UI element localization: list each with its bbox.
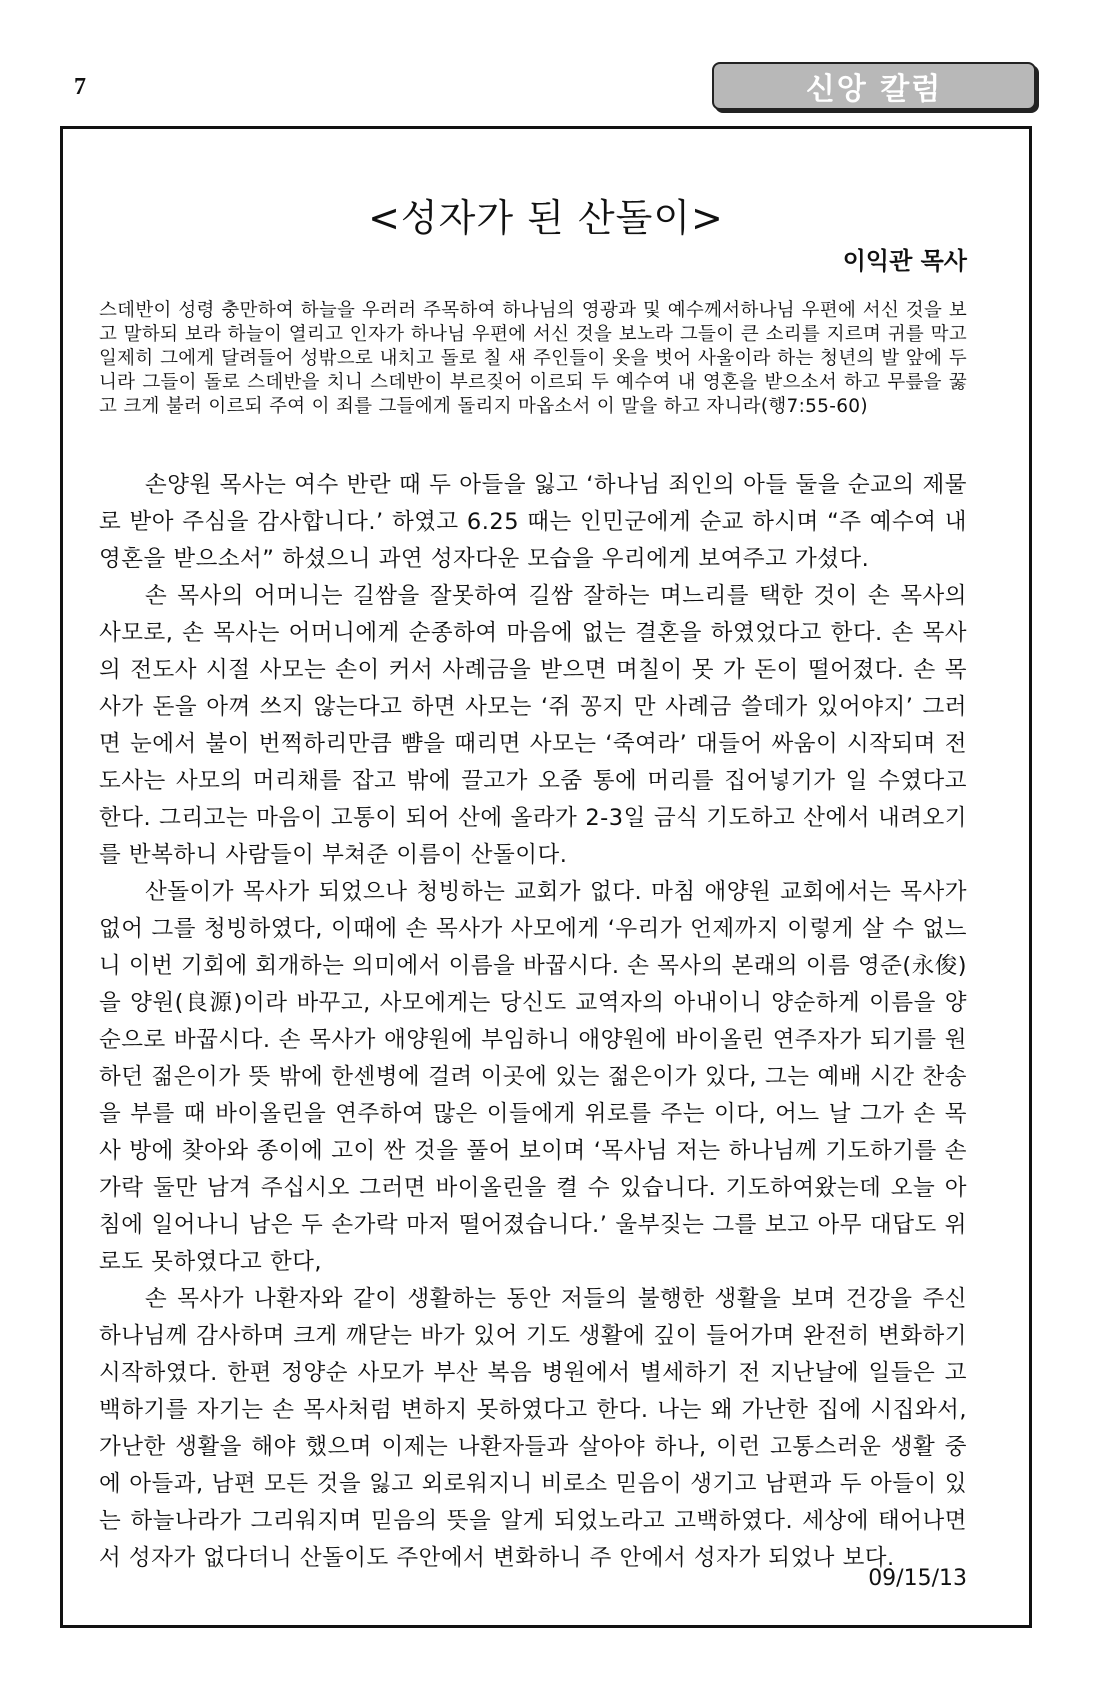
paragraph: 산돌이가 목사가 되었으나 청빙하는 교회가 없다. 마침 애양원 교회에서는 목사가 없어 그를 청빙하였다, 이때에 손 목사가 사모에게 ‘우리가 언제까지 이렇게 살 수 없느니 이번 기회에 회개하는 의미에서 이름을 바꿉시다. 손 목사의 본래의 이름 영준(永俊)을 양원(良源)이라 바꾸고, 사모에게는 당신도 교역자의 아내이니 양순하게 이름을 양순으로 바꿉시다. 손 목사가 애양원에 부임하니 애양원에 바이올린 연주자가 되기를 원하던 젊은이가 뜻 밖에 한센병에 걸려 이곳에 있는 젊은이가 있다, 그는 예배 시간 찬송을 부를 때 바이올린을 연주하여 많은 이들에게 위로를 주는 이다, 어느 날 그가 손 목사 방에 찾아와 종이에 고이 싼 것을 풀어 보이며 ‘목사님 저는 하나님께 기도하기를 손가락 둘만 남겨 주십시오 그러면 바이올린을 켤 수 있습니다. 기도하여왔는데 오늘 아침에 일어나니 남은 두 손가락 마저 떨어졌습니다.’ 울부짖는 그를 보고 아무 대답도 위로도 못하였다고 한다, (99, 879, 967, 1275)
article-frame (60, 126, 1032, 1628)
page-number: 7 (74, 74, 86, 100)
paragraph: 손 목사의 어머니는 길쌈을 잘못하여 길쌈 잘하는 며느리를 택한 것이 손 목사의 사모로, 손 목사는 어머니에게 순종하여 마음에 없는 결혼을 하였었다고 한다. 손 목사의 전도사 시절 사모는 손이 커서 사례금을 받으면 며칠이 못 가 돈이 떨어졌다. 손 목사가 돈을 아껴 쓰지 않는다고 하면 사모는 ‘쥐 꽁지 만 사례금 쓸데가 있어야지’ 그러면 눈에서 불이 번쩍하리만큼 뺨을 때리면 사모는 ‘죽여라’ 대들어 싸움이 시작되며 전도사는 사모의 머리채를 잡고 밖에 끌고가 오줌 통에 머리를 집어넣기가 일 수였다고 한다. 그리고는 마음이 고통이 되어 산에 올라가 2-3일 금식 기도하고 산에서 내려오기를 반복하니 사람들이 부쳐준 이름이 산돌이다. (99, 583, 967, 868)
article-title: <성자가 된 산돌이> (368, 196, 724, 240)
scripture-quote: 스데반이 성령 충만하여 하늘을 우러러 주목하여 하나님의 영광과 및 예수께서하나님 우편에 서신 것을 보고 말하되 보라 하늘이 열리고 인자가 하나님 우편에 서신 것을 보노라 그들이 큰 소리를 지르며 귀를 막고 일제히 그에게 달려들어 성밖으로 내치고 돌로 칠 새 주인들이 옷을 벗어 사울이라 하는 청년의 발 앞에 두니라 그들이 돌로 스데반을 치니 스데반이 부르짖어 이르되 두 예수여 내 영혼을 받으소서 하고 무릎을 꿇고 크게 불러 이르되 주여 이 죄를 그들에게 돌리지 마옵소서 이 말을 하고 자니라(행7:55-60) (99, 300, 967, 417)
paragraph: 손 목사가 나환자와 같이 생활하는 동안 저들의 불행한 생활을 보며 건강을 주신 하나님께 감사하며 크게 깨닫는 바가 있어 기도 생활에 깊이 들어가며 완전히 변화하기 시작하였다. 한편 정양순 사모가 부산 복음 병원에서 별세하기 전 지난날에 일들은 고백하기를 자기는 손 목사처럼 변하지 못하였다고 한다. 나는 왜 가난한 집에 시집와서, 가난한 생활을 해야 했으며 이제는 나환자들과 살아야 하나, 이런 고통스러운 생활 중에 아들과, 남편 모든 것을 잃고 외로워지니 비로소 믿음이 생기고 남편과 두 아들이 있는 하늘나라가 그리워지며 믿음의 뜻을 알게 되었노라고 고백하였다. 세상에 태어나면서 성자가 없다더니 산돌이도 주안에서 변화하니 주 안에서 성자가 되었나 보다. (99, 1286, 967, 1571)
article-date: 09/15/13 (868, 1566, 967, 1591)
article-author: 이익관 목사 (842, 247, 967, 275)
article-body (99, 467, 967, 1577)
paragraph: 손양원 목사는 여수 반란 때 두 아들을 잃고 ‘하나님 죄인의 아들 둘을 순교의 제물로 받아 주심을 감사합니다.’ 하였고 6.25 때는 인민군에게 순교 하시며 “주 예수여 내 영혼을 받으소서” 하셨으니 과연 성자다운 모습을 우리에게 보여주고 가셨다. (99, 472, 967, 572)
section-title: 신앙 칼럼 (805, 72, 943, 107)
section-tab (712, 62, 1036, 110)
